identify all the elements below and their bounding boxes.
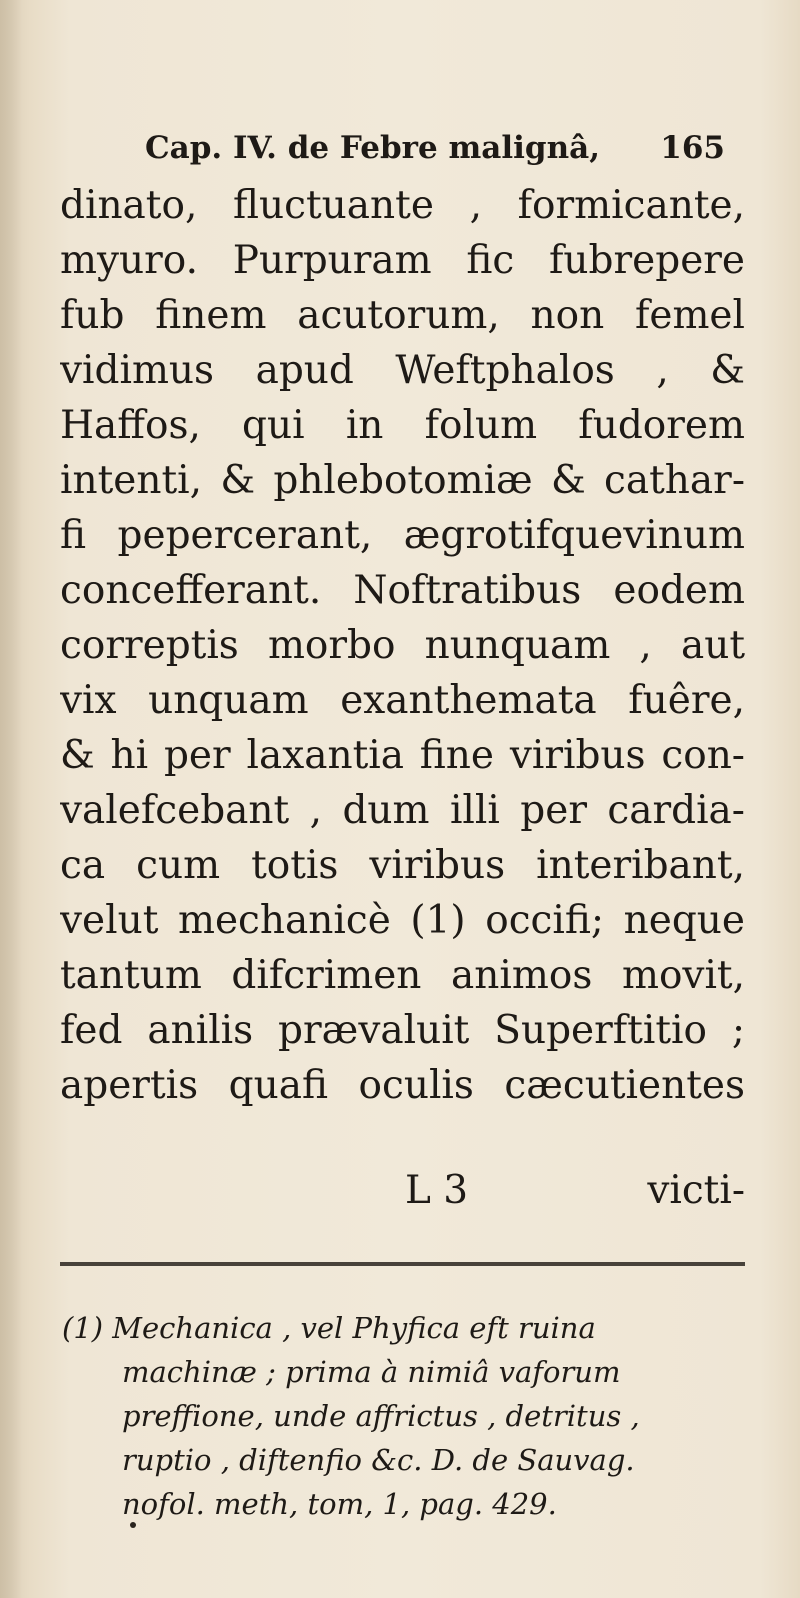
text-line: fi pepercerant, ægrotifquevinum: [60, 513, 745, 558]
text-line: apertis quafi oculis cæcutientes: [60, 1063, 745, 1108]
footnote-line: nofol. meth, tom, 1, pag. 429.: [122, 1487, 557, 1521]
running-title: Cap. IV. de Febre malignâ,: [145, 130, 601, 166]
main-text: [60, 178, 745, 1113]
text-line: Haffos, qui in folum fudorem: [60, 403, 745, 448]
footnote: [62, 1306, 722, 1526]
text-line: ca cum totis viribus interibant,: [60, 843, 745, 888]
text-line: vix unquam exanthemata fuêre,: [60, 678, 745, 723]
text-line: fed anilis prævaluit Superftitio ;: [60, 1008, 745, 1053]
text-line: tantum difcrimen animos movit,: [60, 953, 745, 998]
text-line: myuro. Purpuram fic fubrepere: [60, 238, 745, 283]
text-line: intenti, & phlebotomiæ & cathar-: [60, 458, 745, 503]
page-gutter-shadow: [0, 0, 22, 1598]
catchword: victi-: [647, 1168, 745, 1213]
text-line: fub finem acutorum, non femel: [60, 293, 745, 338]
running-header: [145, 130, 725, 176]
footnote-rule: [60, 1262, 745, 1266]
footnote-line: machinæ ; prima à nimiâ vaforum: [122, 1355, 621, 1389]
footnote-line: ruptio , diftenfio &c. D. de Sauvag.: [122, 1443, 635, 1477]
signature-line: [60, 1168, 745, 1223]
text-line: & hi per laxantia fine viribus con-: [60, 733, 745, 778]
page-number: 165: [660, 130, 725, 166]
text-line: dinato, fluctuante , formicante,: [60, 183, 745, 228]
footnote-line: preffione, unde affrictus , detritus ,: [122, 1399, 640, 1433]
text-line: vidimus apud Weftphalos , &: [60, 348, 745, 393]
text-line: valefcebant , dum illi per cardia-: [60, 788, 745, 833]
signature-mark: L 3: [405, 1168, 469, 1213]
text-line: concefferant. Noftratibus eodem: [60, 568, 745, 613]
ink-dot: [130, 1522, 136, 1528]
text-line: velut mechanicè (1) occifi; neque: [60, 898, 745, 943]
text-line: correptis morbo nunquam , aut: [60, 623, 745, 668]
footnote-line: (1) Mechanica , vel Phyfica eft ruina: [62, 1311, 596, 1345]
